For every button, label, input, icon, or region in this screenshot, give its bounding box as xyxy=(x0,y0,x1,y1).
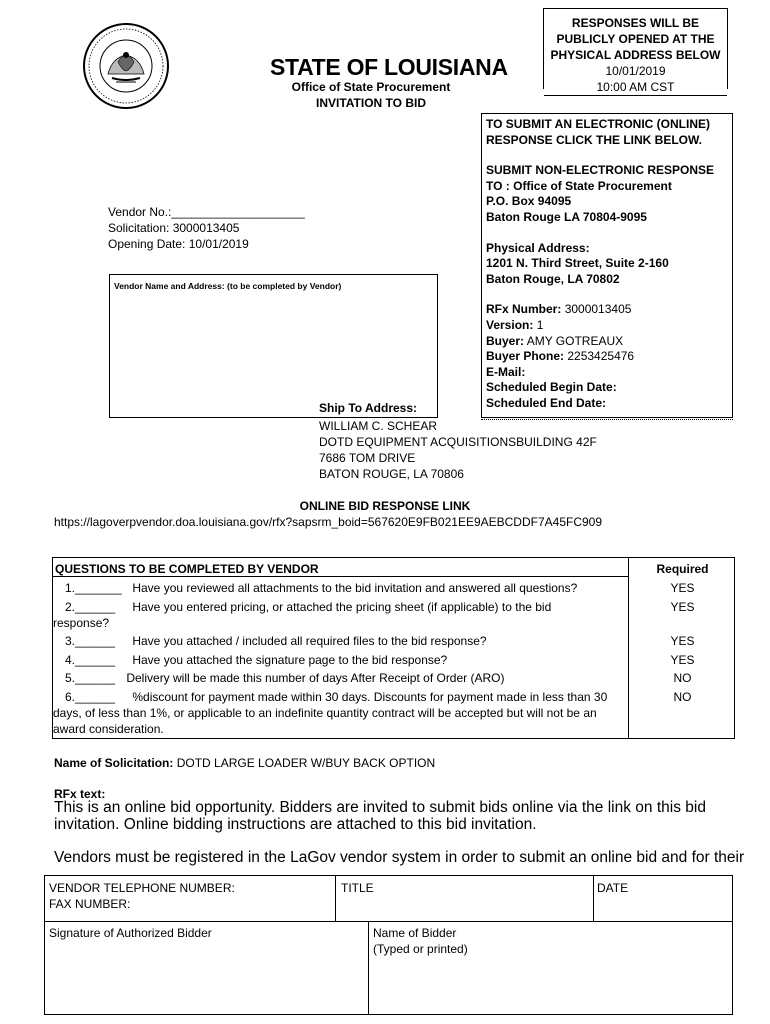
vendor-phone-field[interactable] xyxy=(49,880,235,912)
question-text-cont: award consideration. xyxy=(53,722,164,736)
responses-opening-box xyxy=(543,8,728,94)
page-title: STATE OF LOUISIANA xyxy=(270,54,508,80)
responses-line-2: PUBLICLY OPENED AT THE xyxy=(556,32,715,46)
buyer-value: AMY GOTREAUX xyxy=(526,333,624,348)
physical-address-label: Physical Address: xyxy=(486,240,590,255)
rfx-text-line-2: invitation. Online bidding instructions are attached to this bid invitation. xyxy=(54,815,537,833)
questions-table xyxy=(52,557,735,739)
required-value: YES xyxy=(670,634,695,648)
document-type: INVITATION TO BID xyxy=(316,96,426,110)
email-label: E-Mail: xyxy=(486,364,526,379)
question-number[interactable]: 2.______ xyxy=(65,600,116,614)
electronic-line-1: TO SUBMIT AN ELECTRONIC (ONLINE) xyxy=(486,117,710,131)
question-row xyxy=(55,580,627,596)
required-value: YES xyxy=(670,653,695,667)
begin-date-label: Scheduled Begin Date: xyxy=(486,380,617,395)
signature-field[interactable] xyxy=(49,925,212,941)
solicitation-number: Solicitation: 3000013405 xyxy=(108,221,240,235)
required-value: NO xyxy=(673,690,692,704)
version-label: Version: xyxy=(486,317,534,332)
po-box: P.O. Box 94095 xyxy=(486,194,572,209)
bidder-name-field[interactable] xyxy=(373,925,468,957)
rfx-text-line-3: Vendors must be registered in the LaGov vendor system in order to submit an online bid and for their xyxy=(54,849,745,866)
signature-label: Signature of Authorized Bidder xyxy=(49,926,212,940)
question-text-cont: days, of less than 1%, or applicable to an indefinite quantity contract will be accepted but will not be an xyxy=(53,706,597,720)
opening-date-info: Opening Date: 10/01/2019 xyxy=(108,237,249,251)
question-number[interactable]: 4.______ xyxy=(65,653,116,667)
rfx-number-value: 3000013405 xyxy=(564,302,632,317)
solicitation-name xyxy=(54,756,435,770)
solicitation-name-value: DOTD LARGE LOADER W/BUY BACK OPTION xyxy=(176,756,436,770)
vendor-box-label: Vendor Name and Address: (to be completed by Vendor) xyxy=(114,281,342,291)
questions-header: QUESTIONS TO BE COMPLETED BY VENDOR xyxy=(55,562,319,576)
ship-to-line-4: BATON ROUGE, LA 70806 xyxy=(319,467,464,481)
vendor-signature-table xyxy=(44,875,733,1015)
question-text: %discount for payment made within 30 days. Discounts for payment made in less than 30 xyxy=(132,690,608,704)
buyer-phone-value: 2253425476 xyxy=(567,349,635,364)
question-text: Delivery will be made this number of days After Receipt of Order (ARO) xyxy=(126,671,505,685)
opening-date: 10/01/2019 xyxy=(605,64,666,78)
question-row xyxy=(55,670,627,686)
ship-to-line-2: DOTD EQUIPMENT ACQUISITIONSBUILDING 42F xyxy=(319,435,597,449)
question-row xyxy=(55,599,627,631)
online-bid-link[interactable]: https://lagoverpvendor.doa.louisiana.gov/rfx?sapsrm_boid=567620E9FB021EE9AEBCDDF7A45FC909 xyxy=(54,515,603,529)
required-value: NO xyxy=(673,671,692,685)
electronic-line-2: RESPONSE CLICK THE LINK BELOW. xyxy=(486,132,703,147)
end-date-label: Scheduled End Date: xyxy=(486,395,607,410)
required-header: Required xyxy=(656,562,709,576)
question-text: Have you attached the signature page to the bid response? xyxy=(132,653,448,667)
nonelectronic-line-2: TO : Office of State Procurement xyxy=(486,178,672,193)
ship-to-address xyxy=(319,418,597,482)
solicitation-name-label: Name of Solicitation: xyxy=(54,756,174,770)
nonelectronic-line-1: SUBMIT NON-ELECTRONIC RESPONSE xyxy=(486,163,715,178)
question-number[interactable]: 6.______ xyxy=(65,690,116,704)
vendor-info xyxy=(108,204,305,252)
question-text-cont: response? xyxy=(53,616,110,630)
question-row xyxy=(55,633,627,649)
date-field[interactable] xyxy=(597,880,628,896)
online-link-title: ONLINE BID RESPONSE LINK xyxy=(299,499,471,513)
physical-city: Baton Rouge, LA 70802 xyxy=(486,271,620,286)
required-value: YES xyxy=(670,600,695,614)
responses-line-3: PHYSICAL ADDRESS BELOW xyxy=(550,48,721,62)
vendor-number: Vendor No.:____________________ xyxy=(108,205,305,219)
question-number[interactable]: 1._______ xyxy=(65,581,122,595)
ship-to-line-3: 7686 TOM DRIVE xyxy=(319,451,416,465)
question-text: Have you attached / included all required files to the bid response? xyxy=(132,634,487,648)
version-value: 1 xyxy=(536,317,544,332)
physical-street: 1201 N. Third Street, Suite 2-160 xyxy=(486,256,669,271)
opening-time: 10:00 AM CST xyxy=(544,79,727,96)
rfx-text-line-1: This is an online bid opportunity. Bidders are invited to submit bids online via the link on this bid xyxy=(54,799,706,816)
title-field[interactable] xyxy=(341,880,374,896)
question-text: Have you entered pricing, or attached the pricing sheet (if applicable) to the bid xyxy=(132,600,552,614)
fax-number-label: FAX NUMBER: xyxy=(49,897,131,911)
buyer-phone-label: Buyer Phone: xyxy=(486,349,565,364)
question-text: Have you reviewed all attachments to the bid invitation and answered all questions? xyxy=(132,581,578,595)
question-row xyxy=(55,652,627,668)
date-label: DATE xyxy=(597,881,629,895)
buyer-label: Buyer: xyxy=(486,333,525,348)
mailing-city: Baton Rouge LA 70804-9095 xyxy=(486,209,647,224)
question-row xyxy=(55,689,627,737)
title-label: TITLE xyxy=(341,881,374,895)
vendor-phone-label: VENDOR TELEPHONE NUMBER: xyxy=(49,881,235,895)
ship-to-label: Ship To Address: xyxy=(319,401,418,415)
question-number[interactable]: 5.______ xyxy=(65,671,116,685)
state-seal-icon xyxy=(82,22,170,110)
question-number[interactable]: 3.______ xyxy=(65,634,116,648)
ship-to-line-1: WILLIAM C. SCHEAR xyxy=(319,419,438,433)
bidder-name-label: Name of Bidder xyxy=(373,926,457,940)
rfx-number-label: RFx Number: xyxy=(486,302,562,317)
rfx-text-body xyxy=(54,800,754,867)
submission-panel xyxy=(481,113,733,418)
responses-line-1: RESPONSES WILL BE xyxy=(571,16,700,30)
office-name: Office of State Procurement xyxy=(291,80,451,94)
rfx-text-label: RFx text: xyxy=(54,787,106,801)
required-value: YES xyxy=(670,581,695,595)
vendor-name-address-box[interactable] xyxy=(109,274,438,418)
bidder-name-hint: (Typed or printed) xyxy=(373,942,468,956)
